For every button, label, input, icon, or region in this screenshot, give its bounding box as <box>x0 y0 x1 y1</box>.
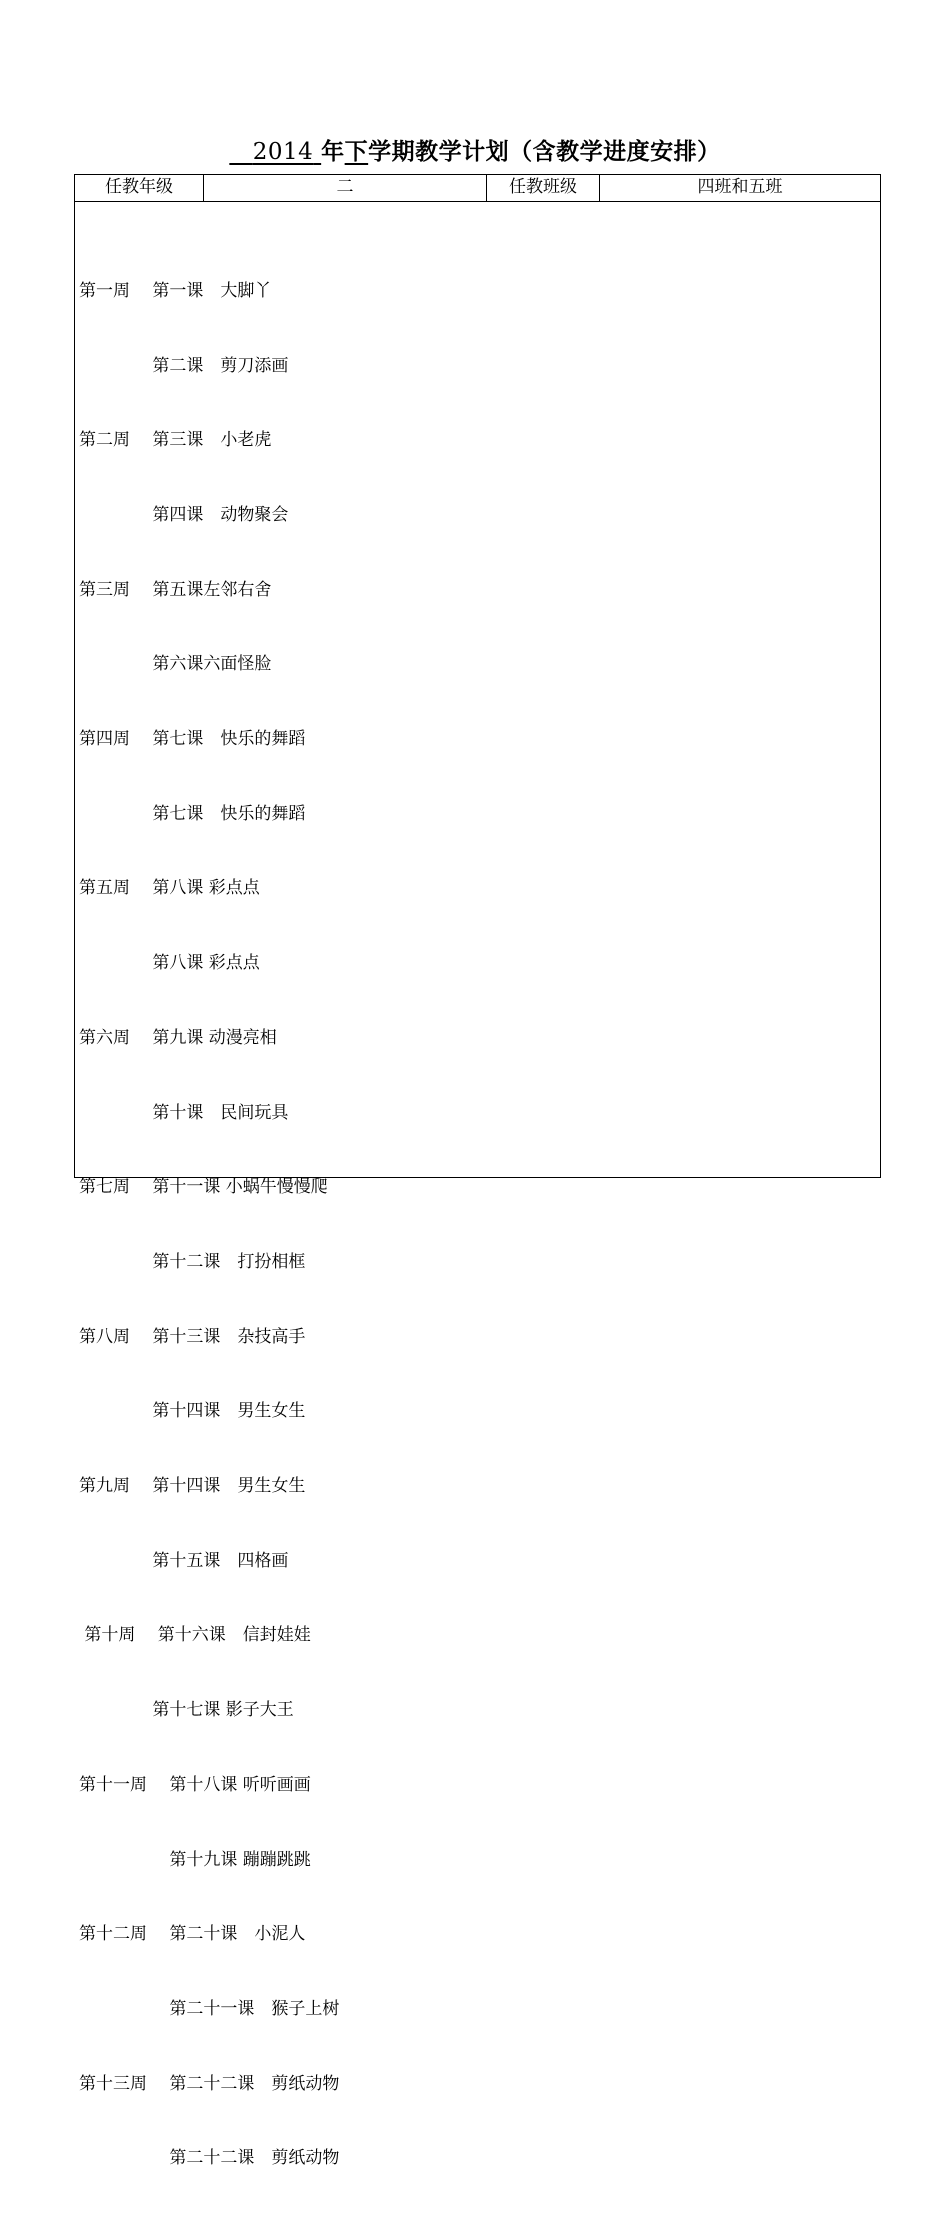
schedule-row: 第一周 第一课 大脚丫 <box>79 280 272 301</box>
grade-label: 任教年级 <box>75 175 204 201</box>
schedule-row: 第十一周 第十八课 听听画画 <box>79 1774 311 1795</box>
schedule-row: 第十课 民间玩具 <box>79 1102 289 1123</box>
schedule-row: 第十七课 影子大王 <box>79 1700 294 1721</box>
schedule-list <box>79 229 339 2221</box>
schedule-row: 第九周 第十四课 男生女生 <box>79 1476 306 1497</box>
title-year: 2014 <box>252 139 314 165</box>
schedule-row: 第六周 第九课 动漫亮相 <box>79 1027 277 1048</box>
page-title <box>0 133 950 166</box>
schedule-row: 第十二周 第二十课 小泥人 <box>79 1924 306 1945</box>
title-term: 下 <box>344 138 369 165</box>
title-text-a: 年 <box>321 138 345 165</box>
schedule-row: 第十二课 打扮相框 <box>79 1251 306 1272</box>
schedule-row: 第二周 第三课 小老虎 <box>79 430 272 451</box>
schedule-row: 第四课 动物聚会 <box>79 504 289 525</box>
class-label: 任教班级 <box>487 175 600 201</box>
schedule-row: 第二十二课 剪纸动物 <box>79 2148 340 2169</box>
header-row <box>75 175 880 202</box>
schedule-row: 第七周 第十一课 小蜗牛慢慢爬 <box>79 1177 328 1198</box>
schedule-row: 第八课 彩点点 <box>79 953 260 974</box>
schedule-row: 第七课 快乐的舞蹈 <box>79 803 306 824</box>
schedule-row: 第四周 第七课 快乐的舞蹈 <box>79 729 306 750</box>
schedule-row: 第二十一课 猴子上树 <box>79 1998 340 2019</box>
plan-table <box>74 174 881 2169</box>
schedule-row: 第六课六面怪脸 <box>79 654 272 675</box>
grade-value: 二 <box>204 175 487 201</box>
schedule-row: 第五周 第八课 彩点点 <box>79 878 260 899</box>
schedule-row: 第二课 剪刀添画 <box>79 355 289 376</box>
schedule-row: 第十九课 蹦蹦跳跳 <box>79 1849 311 1870</box>
schedule-row: 第十四课 男生女生 <box>79 1401 306 1422</box>
schedule-row: 第十五课 四格画 <box>79 1550 289 1571</box>
schedule-row: 第三周 第五课左邻右舍 <box>79 579 272 600</box>
schedule-row: 第十三周 第二十二课 剪纸动物 <box>79 2073 340 2094</box>
title-text-b: 学期教学计划（含教学进度安排） <box>368 138 721 165</box>
schedule-row: 第十周 第十六课 信封娃娃 <box>79 1625 311 1646</box>
class-value: 四班和五班 <box>697 177 783 197</box>
schedule-row: 第八周 第十三课 杂技高手 <box>79 1326 306 1347</box>
